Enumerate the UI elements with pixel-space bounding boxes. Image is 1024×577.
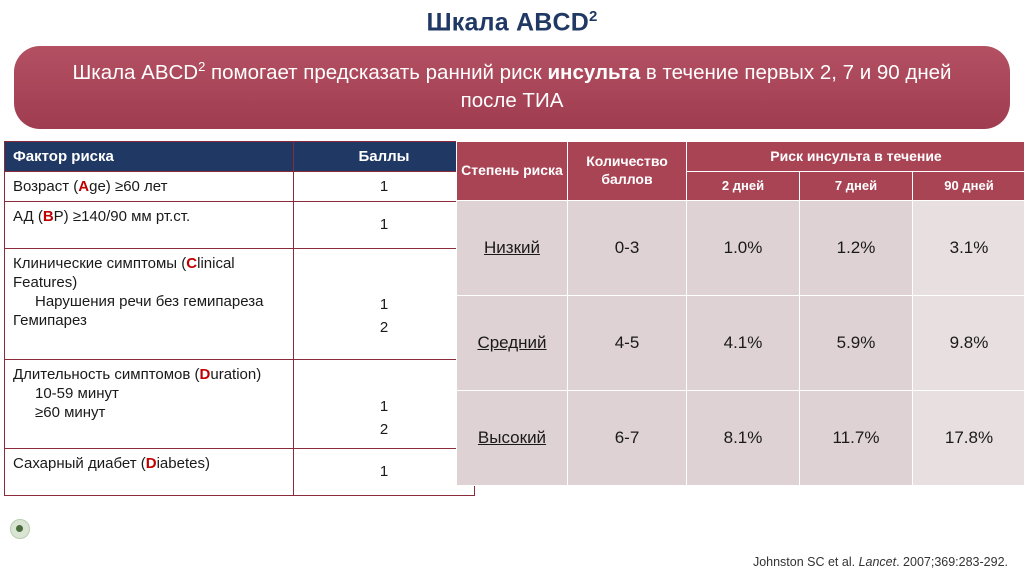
risk-level-medium-label: Средний xyxy=(477,333,547,353)
citation-details: . 2007;369:283-292. xyxy=(896,555,1008,569)
factor-age-prefix: Возраст ( xyxy=(13,177,79,195)
table-row xyxy=(5,359,475,448)
factor-clinical-letter: C xyxy=(186,254,198,272)
factor-cell-age xyxy=(5,171,294,201)
slide-logo xyxy=(10,519,30,539)
summary-banner-text xyxy=(48,58,976,114)
factor-cell-diabetes xyxy=(5,448,294,495)
risk-high-7d: 11.7% xyxy=(800,391,913,486)
score-clinical-2: 2 xyxy=(379,318,389,336)
column-header-90-days: 90 дней xyxy=(913,172,1024,201)
table-row xyxy=(457,296,1024,391)
column-header-stroke-risk: Риск инсульта в течение xyxy=(687,141,1024,172)
score-clinical-1: 1 xyxy=(379,296,389,314)
risk-high-90d: 17.8% xyxy=(913,391,1024,486)
factor-diabetes-letter: D xyxy=(145,454,157,472)
stroke-risk-table-body xyxy=(457,201,1024,486)
risk-low-7d: 1.2% xyxy=(800,201,913,296)
risk-level-high-label: Высокий xyxy=(477,428,547,448)
table-row xyxy=(457,391,1024,486)
risk-factors-table xyxy=(4,141,475,496)
risk-factors-table-head xyxy=(5,141,475,171)
factor-cell-clinical xyxy=(5,248,294,359)
factor-clinical-sub1: Нарушения речи без гемипареза xyxy=(35,293,264,311)
column-header-points-count: Количество баллов xyxy=(568,141,687,201)
factor-duration-sub1: 10-59 минут xyxy=(35,384,119,402)
factor-age-letter: A xyxy=(78,177,90,195)
column-header-7-days: 7 дней xyxy=(800,172,913,201)
table-row xyxy=(5,248,475,359)
factor-age-suffix: ge) ≥60 лет xyxy=(89,177,168,195)
factor-clinical-sub2: Гемипарез xyxy=(13,312,87,330)
score-cell-age: 1 xyxy=(294,171,475,201)
banner-part2: помогает предсказать ранний риск xyxy=(205,61,548,85)
page-title-superscript: 2 xyxy=(588,8,598,25)
risk-level-medium xyxy=(457,296,568,391)
score-cell-diabetes: 1 xyxy=(294,448,475,495)
risk-factors-table-body xyxy=(5,171,475,495)
summary-banner xyxy=(14,46,1010,128)
citation-authors: Johnston SC et al. xyxy=(752,555,859,569)
page-title-text: Шкала ABCD xyxy=(426,8,589,37)
factor-duration-suffix: uration) xyxy=(210,365,262,383)
factor-bp-prefix: АД ( xyxy=(13,207,43,225)
table-row xyxy=(5,201,475,248)
page-title xyxy=(0,0,1024,37)
risk-high-2d: 8.1% xyxy=(687,391,800,486)
score-cell-clinical xyxy=(294,248,475,359)
column-header-2-days: 2 дней xyxy=(687,172,800,201)
table-row xyxy=(457,201,1024,296)
risk-medium-90d: 9.8% xyxy=(913,296,1024,391)
banner-part3: в течение первых 2, 7 и 90 дней после ТИА xyxy=(460,61,952,112)
score-cell-duration xyxy=(294,359,475,448)
factor-clinical-prefix: Клинические симптомы ( xyxy=(13,254,187,272)
factor-cell-duration xyxy=(5,359,294,448)
banner-part1: Шкала ABCD xyxy=(72,61,199,85)
factor-cell-bp xyxy=(5,201,294,248)
column-header-points: Баллы xyxy=(294,141,475,171)
risk-level-high xyxy=(457,391,568,486)
factor-diabetes-suffix: iabetes) xyxy=(156,454,210,472)
citation-journal: Lancet xyxy=(858,555,897,569)
table-row xyxy=(5,448,475,495)
table-header-row xyxy=(5,141,475,171)
factor-duration-prefix: Длительность симптомов ( xyxy=(13,365,200,383)
stroke-risk-table xyxy=(456,141,1024,487)
factor-clinical-suffix: linical Features) xyxy=(13,254,235,291)
factor-duration-sub2: ≥60 минут xyxy=(35,404,106,422)
factor-bp-suffix: P) ≥140/90 мм рт.ст. xyxy=(53,207,191,225)
table-row xyxy=(5,171,475,201)
risk-level-low xyxy=(457,201,568,296)
column-header-risk-level: Степень риска xyxy=(457,141,568,201)
source-citation xyxy=(753,555,1008,569)
score-cell-bp: 1 xyxy=(294,201,475,248)
risk-low-90d: 3.1% xyxy=(913,201,1024,296)
points-high: 6-7 xyxy=(568,391,687,486)
risk-low-2d: 1.0% xyxy=(687,201,800,296)
factor-bp-letter: B xyxy=(42,207,54,225)
risk-medium-2d: 4.1% xyxy=(687,296,800,391)
stroke-risk-table-head xyxy=(457,141,1024,201)
risk-level-low-label: Низкий xyxy=(484,238,540,258)
factor-diabetes-prefix: Сахарный диабет ( xyxy=(13,454,146,472)
content-area xyxy=(0,141,1024,496)
factor-duration-letter: D xyxy=(199,365,211,383)
score-duration-2: 2 xyxy=(379,420,389,438)
banner-superscript: 2 xyxy=(198,59,206,75)
stroke-risk-table-wrap xyxy=(456,141,1024,496)
risk-medium-7d: 5.9% xyxy=(800,296,913,391)
table-header-row xyxy=(457,141,1024,172)
points-low: 0-3 xyxy=(568,201,687,296)
banner-bold: инсульта xyxy=(547,61,641,85)
points-medium: 4-5 xyxy=(568,296,687,391)
risk-factors-table-wrap xyxy=(4,141,444,496)
score-duration-1: 1 xyxy=(379,398,389,416)
column-header-factor: Фактор риска xyxy=(5,141,294,171)
